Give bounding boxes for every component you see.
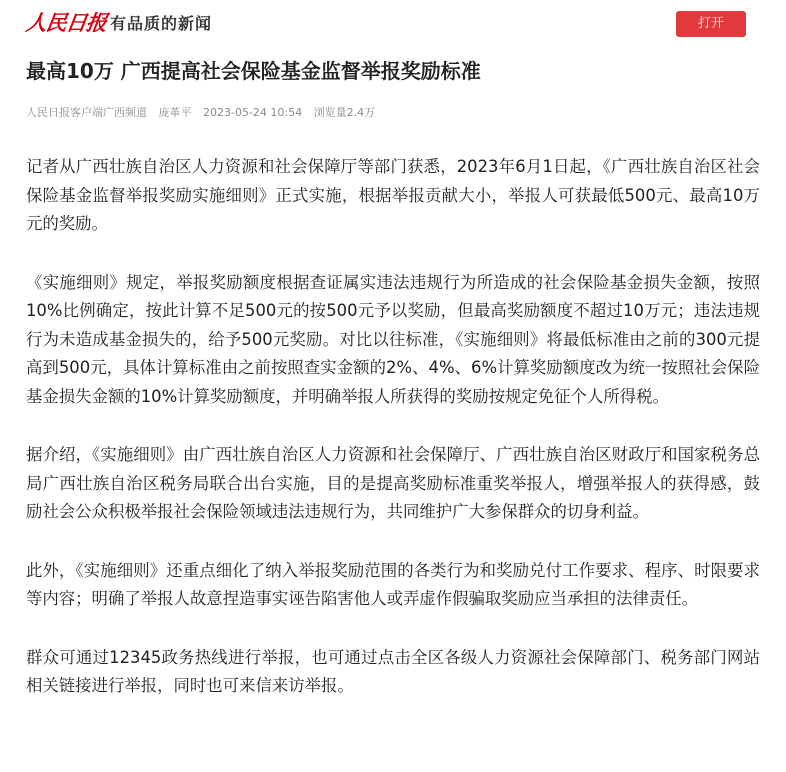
article-paragraph: 群众可通过12345政务热线进行举报，也可通过点击全区各级人力资源社会保障部门、税务部门网站相关链接进行举报，同时也可来信来访举报。 bbox=[26, 647, 760, 695]
open-app-button[interactable]: 打开 bbox=[676, 11, 746, 37]
header-slogan: 有品质的新闻 bbox=[110, 14, 213, 33]
top-bar bbox=[0, 0, 786, 48]
article-meta bbox=[26, 104, 383, 122]
article-datetime: 2023-05-24 10:54 bbox=[203, 106, 303, 119]
article-views: 浏览量2.4万 bbox=[313, 106, 376, 119]
article-source: 人民日报客户端广西频道 bbox=[26, 106, 147, 119]
article-paragraph: 据介绍，《实施细则》由广西壮族自治区人力资源和社会保障厅、广西壮族自治区财政厅和国家税务总局广西壮族自治区税务局联合出台实施，目的是提高奖励标准重奖举报人，增强举报人的获得感，鼓励社会公众积极举报社会保险领域违法违规行为，共同维护广大参保群众的切身利益。 bbox=[26, 445, 760, 521]
article-body bbox=[26, 153, 760, 731]
article-title: 最高10万 广西提高社会保险基金监督举报奖励标准 bbox=[26, 59, 481, 83]
people-daily-logo[interactable]: 人民日报 bbox=[24, 10, 108, 35]
article-author: 庞革平 bbox=[158, 106, 192, 119]
article-paragraph: 《实施细则》规定，举报奖励额度根据查证属实违法违规行为所造成的社会保险基金损失金额，按照10%比例确定，按此计算不足500元的按500元予以奖励，但最高奖励额度不超过10万元；违法违规行为未造成基金损失的，给予500元奖励。对比以往标准，《实施细则》将最低标准由之前的300元提高到500元，具体计算标准由之前按照查实金额的2%、4%、6%计算奖励额度改为统一按照社会保险基金损失金额的10%计算奖励额度，并明确举报人所获得的奖励按规定免征个人所得税。 bbox=[26, 272, 760, 406]
article-paragraph: 此外，《实施细则》还重点细化了纳入举报奖励范围的各类行为和奖励兑付工作要求、程序、时限要求等内容；明确了举报人故意捏造事实诬告陷害他人或弄虚作假骗取奖励应当承担的法律责任。 bbox=[26, 560, 760, 608]
article-paragraph: 记者从广西壮族自治区人力资源和社会保障厅等部门获悉，2023年6月1日起，《广西壮族自治区社会保险基金监督举报奖励实施细则》正式实施，根据举报贡献大小，举报人可获最低500元、最高10万元的奖励。 bbox=[26, 157, 760, 233]
